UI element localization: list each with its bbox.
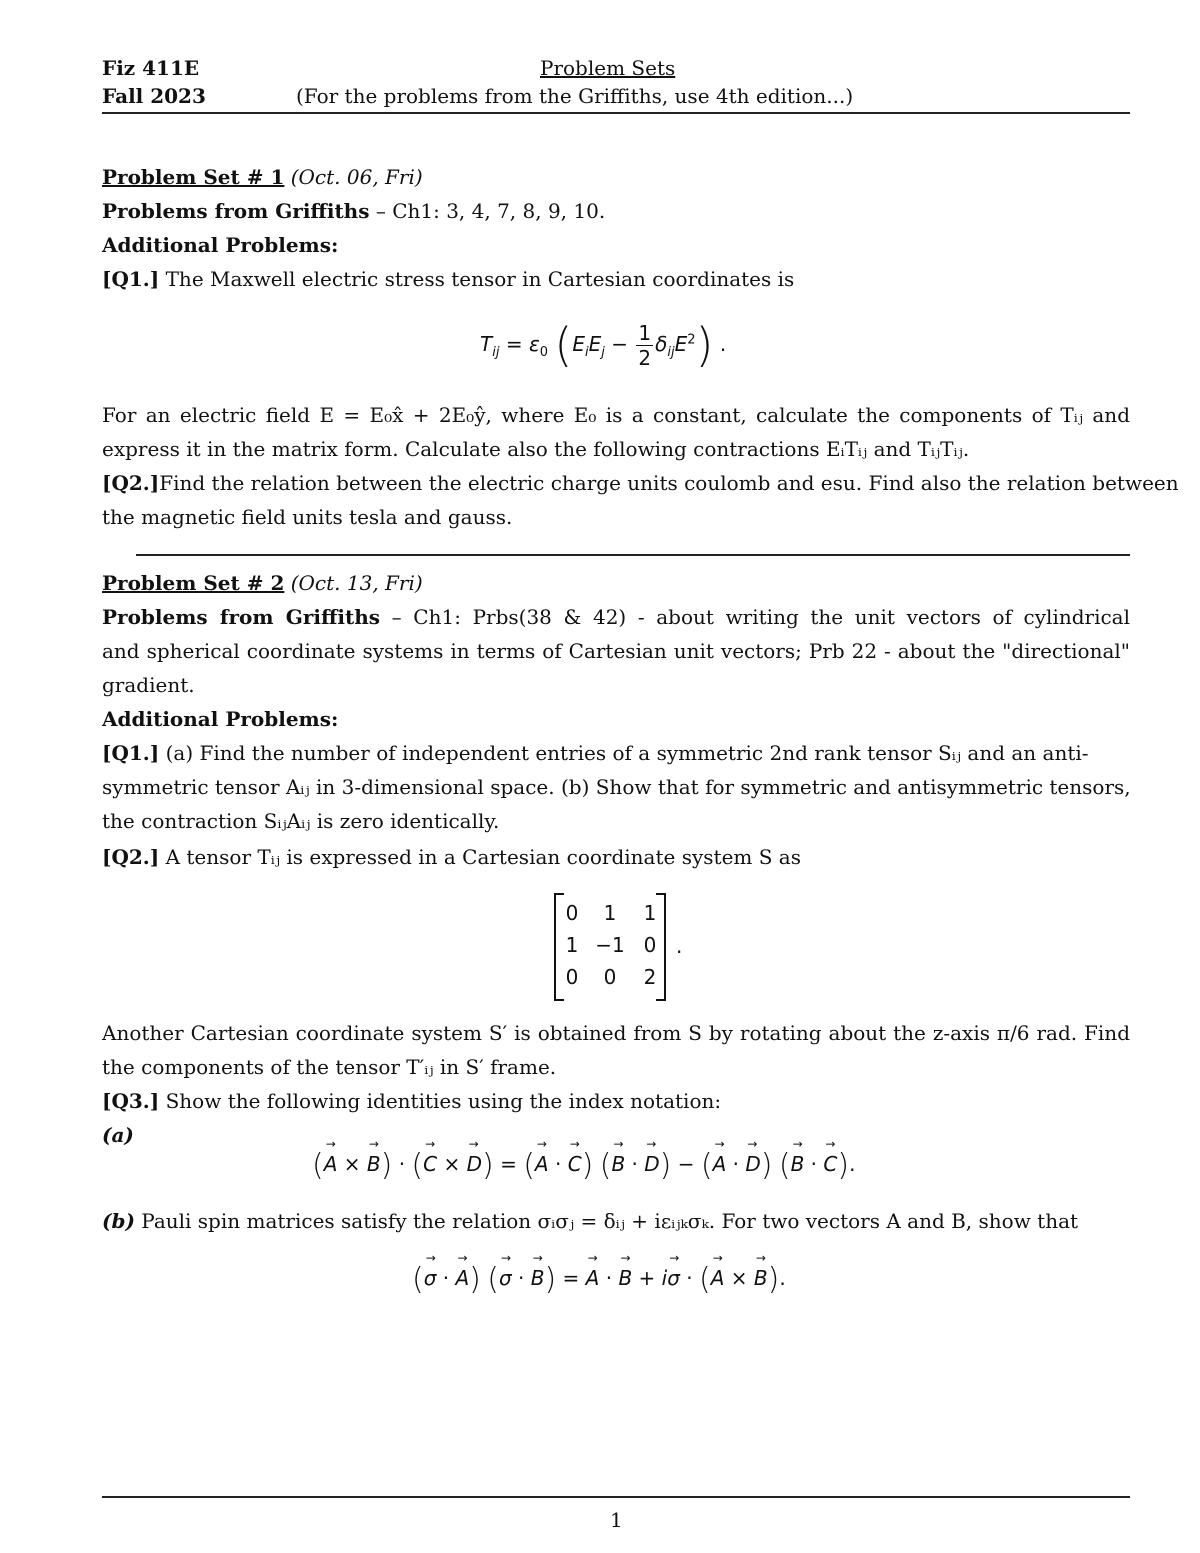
ps2-additional-heading: Additional Problems: [102,707,339,731]
ps1-q1-intro [102,262,1130,296]
ps2-griffiths-line3: gradient. [102,673,195,697]
ps1-additional-heading: Additional Problems: [102,233,339,257]
footer-rule [102,1496,1130,1498]
matrix-cell: 0 [603,965,617,989]
ps2-q3-b-label: (b) [102,1209,135,1233]
matrix-cell: 0 [565,901,579,925]
ps2-heading-line [102,566,1130,600]
ps2-heading: Problem Set # 2 [102,571,285,595]
pauli-identity-equation: (→ σ · → A) (→ σ · → B) = → A · → B + i→ σ · (→ A × → B). [412,1262,786,1297]
matrix-period: . [676,934,683,958]
ps2-date: (Oct. 13, Fri) [290,571,423,595]
ps2-q3-b-text: Pauli spin matrices satisfy the relation σᵢσⱼ = δᵢⱼ + iεᵢⱼₖσₖ. For two vectors A and B, show that [141,1209,1079,1233]
ps2-griffiths-label: Problems from Griffiths [102,605,381,629]
ps2-q1-line2: symmetric tensor Aᵢⱼ in 3-dimensional space. (b) Show that for symmetric and antisymmetric tensors, [102,775,1131,799]
ps1-q1-text: The Maxwell electric stress tensor in Cartesian coordinates is [159,267,795,291]
ps2-griffiths-text: – Ch1: Prbs(38 & 42) - about writing the unit vectors of cylindrical [380,605,1130,629]
ps1-griffiths-label: Problems from Griffiths [102,199,370,223]
ps1-q2-line2: the magnetic field units tesla and gauss. [102,505,513,529]
document-subtitle: (For the problems from the Griffiths, use 4th edition...) [296,84,854,108]
ps1-q2-label: [Q2.] [102,471,160,495]
ps1-q2-line1 [102,466,1179,500]
matrix-cell: 1 [603,901,617,925]
ps1-date: (Oct. 06, Fri) [290,165,423,189]
ps1-griffiths-text: – Ch1: 3, 4, 7, 8, 9, 10. [369,199,606,223]
ps2-q2-intro [102,840,1130,874]
matrix-cell: 1 [643,901,657,925]
ps2-q1-line3: the contraction SᵢⱼAᵢⱼ is zero identically. [102,809,500,833]
ps2-griffiths-line2: and spherical coordinate systems in terms of Cartesian unit vectors; Prb 22 - about the "directional" [102,639,1130,663]
ps2-q2-after-line2: the components of the tensor T′ᵢⱼ in S′ frame. [102,1055,557,1079]
ps2-q3-text: Show the following identities using the index notation: [159,1089,722,1113]
course-code: Fiz 411E [102,56,200,80]
ps2-q3-label: [Q3.] [102,1089,160,1113]
matrix-cell: 0 [565,965,579,989]
ps2-q1-line1 [102,736,1130,770]
ps1-q1-label: [Q1.] [102,267,160,291]
matrix-cell: −1 [595,933,625,957]
ps2-q1-text: (a) Find the number of independent entries of a symmetric 2nd rank tensor Sᵢⱼ and an anti- [165,741,1089,765]
term: Fall 2023 [102,84,206,108]
document-title: Problem Sets [540,56,676,80]
ps2-q2-label: [Q2.] [102,845,160,869]
maxwell-stress-equation: $T_{ij} = \varepsilon_0$ ($E_iE_j$ − $\frac{1}{2}$ $\delta_{ij}E^2$) . [480,318,727,372]
ps1-q1-after-line1: For an electric field E = E₀x̂ + 2E₀ŷ, where E₀ is a constant, calculate the components of Tᵢⱼ and [102,403,1130,427]
vector-identity-equation: (→ A × → B) · (→ C × → D) = (→ A · → C) (→ B · → D) − (→ A · → D) (→ B · → C). [312,1148,855,1183]
ps2-q3-a-label: (a) [102,1123,134,1147]
matrix-cell: 1 [565,933,579,957]
ps1-q2-text: Find the relation between the electric charge units coulomb and esu. Find also the relation between [159,471,1179,495]
matrix-cell: 0 [643,933,657,957]
ps1-heading: Problem Set # 1 [102,165,285,189]
ps1-q1-after-line2: express it in the matrix form. Calculate also the following contractions EᵢTᵢⱼ and TᵢⱼTᵢⱼ. [102,437,970,461]
header-rule [102,112,1130,114]
ps1-heading-line [102,160,1130,194]
ps2-q2-after-line1: Another Cartesian coordinate system S′ is obtained from S by rotating about the z-axis π/6 rad. Find [102,1021,1130,1045]
ps2-q3-intro [102,1084,1130,1118]
ps2-q3-b-line [102,1204,1130,1238]
ps1-griffiths-line [102,194,1130,228]
ps2-griffiths-line1 [102,600,1130,634]
matrix-cell: 2 [643,965,657,989]
tensor-matrix [554,893,666,997]
section-divider [136,554,1130,556]
ps2-q1-label: [Q1.] [102,741,160,765]
page-number: 1 [610,1508,623,1532]
ps2-q2-text: A tensor Tᵢⱼ is expressed in a Cartesian coordinate system S as [159,845,801,869]
